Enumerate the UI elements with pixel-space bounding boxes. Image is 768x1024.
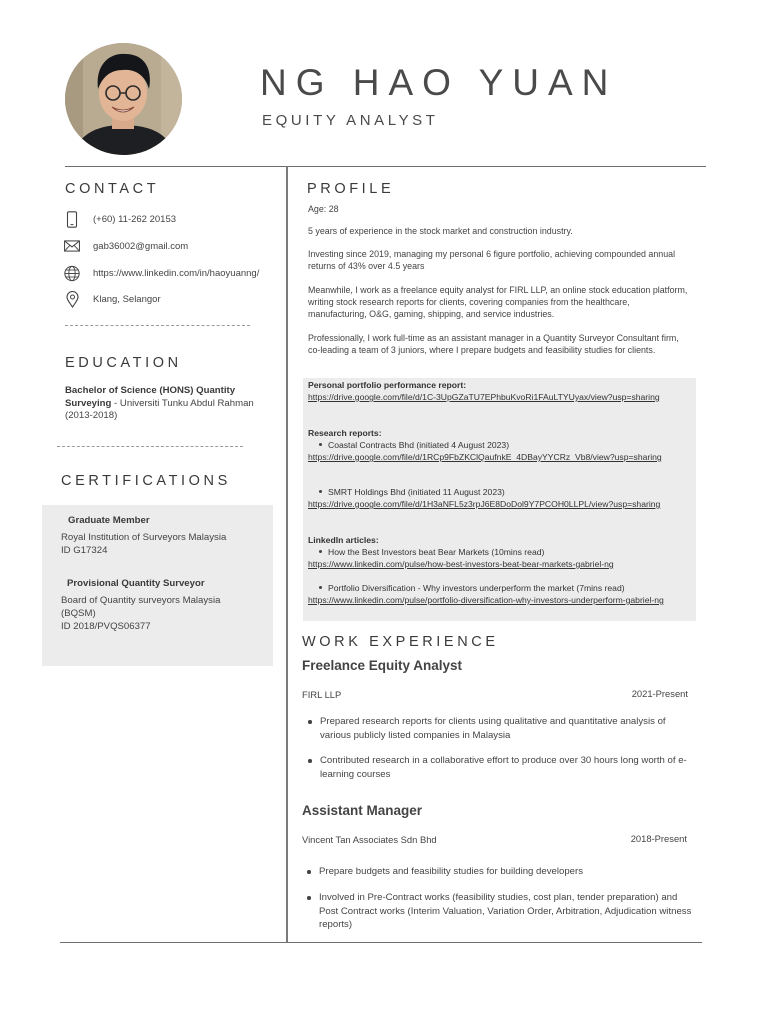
portfolio-label: Personal portfolio performance report: <box>308 380 467 390</box>
phone-icon <box>64 211 80 227</box>
profile-photo <box>65 43 182 155</box>
research-link[interactable]: https://drive.google.com/file/d/1RCp9FbZKClQaufnkE_4DBayYYCRz_Vb8/view?usp=sharing <box>308 452 662 462</box>
job-bullet: Involved in Pre-Contract works (feasibility studies, cost plan, tender preparation) and Post Contract works (Interim Valuation, Variation Order, Arbitration, Adjudication witness reports) <box>307 891 692 932</box>
linkedin-articles-label: LinkedIn articles: <box>308 535 379 545</box>
portfolio-link[interactable]: https://drive.google.com/file/d/1C-3UpGZaTU7EPhbuKvoRi1FAuLTYUyax/view?usp=sharing <box>308 392 660 402</box>
job-role: EQUITY ANALYST <box>262 112 439 129</box>
email-text: gab36002@gmail.com <box>93 240 189 252</box>
job-title: Assistant Manager <box>302 803 423 818</box>
location-pin-icon <box>64 291 80 307</box>
contact-phone <box>64 209 176 229</box>
profile-paragraph: Investing since 2019, managing my personal 6 figure portfolio, achieving compounded annual returns of 43% over 4.5 years <box>308 249 676 271</box>
contact-location <box>64 289 161 309</box>
contact-linkedin[interactable] <box>64 263 259 283</box>
research-item: Coastal Contracts Bhd (initiated 4 August 2023) <box>319 439 509 451</box>
certifications-box <box>42 505 273 666</box>
candidate-name: NG HAO YUAN <box>260 62 618 103</box>
job-dates: 2018-Present <box>630 833 687 844</box>
profile-paragraph: Professionally, I work full-time as an assistant manager in a Quantity Surveyor Consultant firm, co-leading a team of 3 juniors, where I prepare budgets and feasibility studies for clients. <box>308 333 679 355</box>
location-text: Klang, Selangor <box>93 293 161 305</box>
job-company: FIRL LLP <box>302 689 342 700</box>
profile-heading: PROFILE <box>307 181 395 197</box>
top-divider <box>65 166 706 167</box>
research-link[interactable]: https://drive.google.com/file/d/1H3aNFL5z3rpJ6E8DoDol9Y7PCOH0LLPL/view?usp=sharing <box>308 499 661 509</box>
cert-details <box>61 594 251 633</box>
school-text: - Universiti Tunku Abdul Rahman (2013-2018) <box>65 397 254 421</box>
degree-text: Bachelor of Science (HONS) Quantity Surveying <box>65 385 236 409</box>
contact-email[interactable] <box>64 236 188 256</box>
article-item: How the Best Investors beat Bear Markets (10mins read) <box>319 546 544 558</box>
linkedin-url-text: https://www.linkedin.com/in/haoyuanng/ <box>93 267 260 279</box>
profile-age: Age: 28 <box>308 204 339 214</box>
article-link[interactable]: https://www.linkedin.com/pulse/how-best-investors-beat-bear-markets-gabriel-ng <box>308 559 614 569</box>
cert-details <box>61 531 261 557</box>
education-heading: EDUCATION <box>65 355 182 371</box>
profile-paragraph: 5 years of experience in the stock market and construction industry. <box>308 226 573 236</box>
cert-org: Royal Institution of Surveyors Malaysia <box>61 532 227 543</box>
job-dates: 2021-Present <box>631 688 688 699</box>
cert-org: Board of Quantity surveyors Malaysia (BQSM) <box>61 595 221 619</box>
article-link[interactable]: https://www.linkedin.com/pulse/portfolio-diversification-why-investors-underperform-gabriel-ng <box>308 595 664 605</box>
contact-divider <box>65 325 250 326</box>
education-entry <box>65 385 265 423</box>
job-company: Vincent Tan Associates Sdn Bhd <box>302 834 437 845</box>
globe-icon <box>64 265 80 281</box>
column-divider <box>286 166 288 942</box>
bottom-divider <box>60 942 702 943</box>
job-bullet: Contributed research in a collaborative effort to produce over 30 hours long worth of e-learning courses <box>308 754 693 781</box>
links-box <box>303 378 696 621</box>
job-bullet: Prepared research reports for clients using qualitative and quantitative analysis of various publicly listed companies in Malaysia <box>308 715 693 742</box>
mail-icon <box>64 238 80 254</box>
job-title: Freelance Equity Analyst <box>302 658 463 673</box>
profile-paragraph: Meanwhile, I work as a freelance equity analyst for FIRL LLP, an online stock education platform, writing stock research reports for clients, covering companies from the healthcare, manufacturing, O&G, gaming, shipping, and service industries. <box>308 285 688 319</box>
cert-id: ID G17324 <box>61 545 108 556</box>
contact-heading: CONTACT <box>65 181 160 197</box>
education-divider <box>57 446 243 447</box>
certifications-heading: CERTIFICATIONS <box>61 473 231 489</box>
cert-id: ID 2018/PVQS06377 <box>61 621 151 632</box>
work-heading: WORK EXPERIENCE <box>302 634 499 650</box>
cert-title: Graduate Member <box>68 515 150 526</box>
research-label: Research reports: <box>308 428 382 438</box>
job-bullet: Prepare budgets and feasibility studies for building developers <box>307 865 692 879</box>
cert-title: Provisional Quantity Surveyor <box>67 578 205 589</box>
research-item: SMRT Holdings Bhd (initiated 11 August 2023) <box>319 486 505 498</box>
article-item: Portfolio Diversification - Why investors underperform the market (7mins read) <box>319 582 625 594</box>
phone-text: (+60) 11-262 20153 <box>93 213 177 225</box>
